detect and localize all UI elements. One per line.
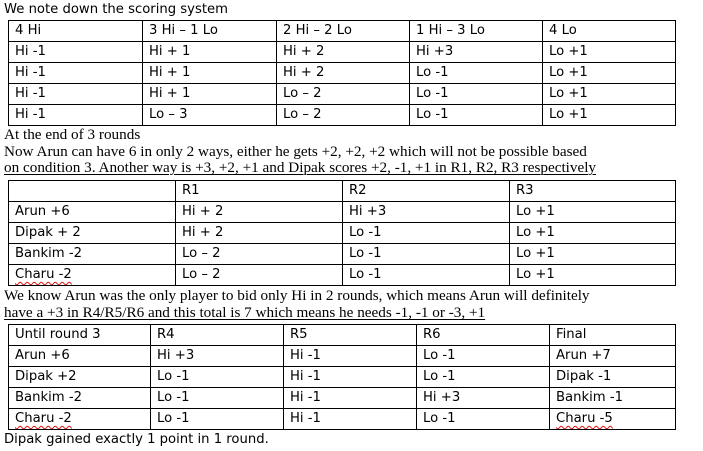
table-cell: Lo -1 [151,409,284,430]
table-cell: Lo – 2 [277,105,410,126]
table-cell: Arun +7 [550,346,676,367]
table-cell: Until round 3 [9,325,151,346]
table-row [9,181,676,202]
table-cell: Lo -1 [417,409,550,430]
table-cell: Lo – 3 [143,105,277,126]
heading-scoring-system: We note down the scoring system [4,2,228,17]
table-cell: Lo +1 [510,244,676,265]
table-cell: Arun +6 [9,202,176,223]
table-cell [9,409,151,430]
table-cell: Bankim -1 [550,388,676,409]
table-cell: Lo +1 [543,63,676,84]
table-cell: Lo – 2 [176,265,343,286]
table-cell [9,265,176,286]
table-row [9,367,676,388]
table-cell: Hi +3 [151,346,284,367]
text-arun-ways: Now Arun can have 6 in only 2 ways, either he gets +2, +2, +2 which will not be possible based [4,143,587,160]
table-cell: Hi +3 [343,202,510,223]
rounds-1-3-table [8,180,676,286]
table-cell: Bankim -2 [9,244,176,265]
table-cell: Hi -1 [9,42,143,63]
table-cell: Hi -1 [284,367,417,388]
table-cell: Lo -1 [151,388,284,409]
text-dipak-gained: Dipak gained exactly 1 point in 1 round. [4,432,269,447]
table-cell: Lo +1 [510,223,676,244]
spellcheck-name: Charu -2 [15,267,72,282]
text-arun-total-7: have a +3 in R4/R5/R6 and this total is 7 which means he needs -1, -1 or -3, +1 [4,304,486,321]
table-cell: Hi +3 [417,388,550,409]
table-cell: Lo +1 [543,84,676,105]
table-row [9,202,676,223]
table-row [9,409,676,430]
table-cell: Hi + 2 [176,202,343,223]
table-cell: Hi + 1 [143,42,277,63]
table-cell: Dipak + 2 [9,223,176,244]
table-cell: 1 Hi – 3 Lo [410,21,543,42]
table-cell: 2 Hi – 2 Lo [277,21,410,42]
table-cell: Lo -1 [151,367,284,388]
table-cell: Hi -1 [284,388,417,409]
table-row [9,21,676,42]
table-cell: Hi -1 [284,346,417,367]
table-cell: Hi -1 [9,63,143,84]
table-row [9,63,676,84]
table-cell: 3 Hi – 1 Lo [143,21,277,42]
table-cell: Hi -1 [284,409,417,430]
table-row [9,346,676,367]
table-cell: Lo +1 [543,105,676,126]
table-cell: R2 [343,181,510,202]
table-cell: Lo -1 [410,63,543,84]
table-cell: Arun +6 [9,346,151,367]
table-row [9,388,676,409]
table-row [9,265,676,286]
scoring-table [8,20,676,126]
table-cell: Lo +1 [510,202,676,223]
table-cell: Hi + 1 [143,84,277,105]
table-cell: 4 Hi [9,21,143,42]
table-cell: R5 [284,325,417,346]
table-row [9,325,676,346]
spellcheck-name: Charu -2 [15,411,72,426]
table-cell: Lo -1 [343,244,510,265]
table-row [9,105,676,126]
table-cell: Hi + 2 [277,42,410,63]
table-cell: Hi + 2 [277,63,410,84]
table-row [9,244,676,265]
table-cell: Final [550,325,676,346]
text-condition-3: on condition 3. Another way is +3, +2, +1 and Dipak scores +2, -1, +1 in R1, R2, R3 respectively [4,159,597,176]
table-row [9,84,676,105]
table-cell: R3 [510,181,676,202]
table-cell: Bankim -2 [9,388,151,409]
table-cell: Hi +3 [410,42,543,63]
table-cell: R1 [176,181,343,202]
table-cell: Lo -1 [417,367,550,388]
table-cell: Lo – 2 [176,244,343,265]
table-cell: Lo -1 [343,265,510,286]
spellcheck-name: Charu -5 [556,411,613,426]
table-cell: Dipak -1 [550,367,676,388]
table-cell: Lo +1 [510,265,676,286]
table-cell: Hi + 2 [176,223,343,244]
table-row [9,223,676,244]
table-cell: Dipak +2 [9,367,151,388]
text-arun-only-hi: We know Arun was the only player to bid only Hi in 2 rounds, which means Arun will definitely [4,287,590,304]
table-cell [550,409,676,430]
table-cell: Hi + 1 [143,63,277,84]
table-cell: Lo -1 [343,223,510,244]
table-cell: R6 [417,325,550,346]
table-cell: Lo -1 [417,346,550,367]
table-cell: Lo +1 [543,42,676,63]
table-cell: Hi -1 [9,105,143,126]
table-cell: R4 [151,325,284,346]
table-cell: Lo -1 [410,105,543,126]
table-row [9,42,676,63]
table-cell: 4 Lo [543,21,676,42]
table-cell: Hi -1 [9,84,143,105]
table-cell [9,181,176,202]
rounds-4-6-table [8,324,676,430]
table-cell: Lo -1 [410,84,543,105]
table-cell: Lo – 2 [277,84,410,105]
text-end-of-3-rounds: At the end of 3 rounds [4,126,141,143]
